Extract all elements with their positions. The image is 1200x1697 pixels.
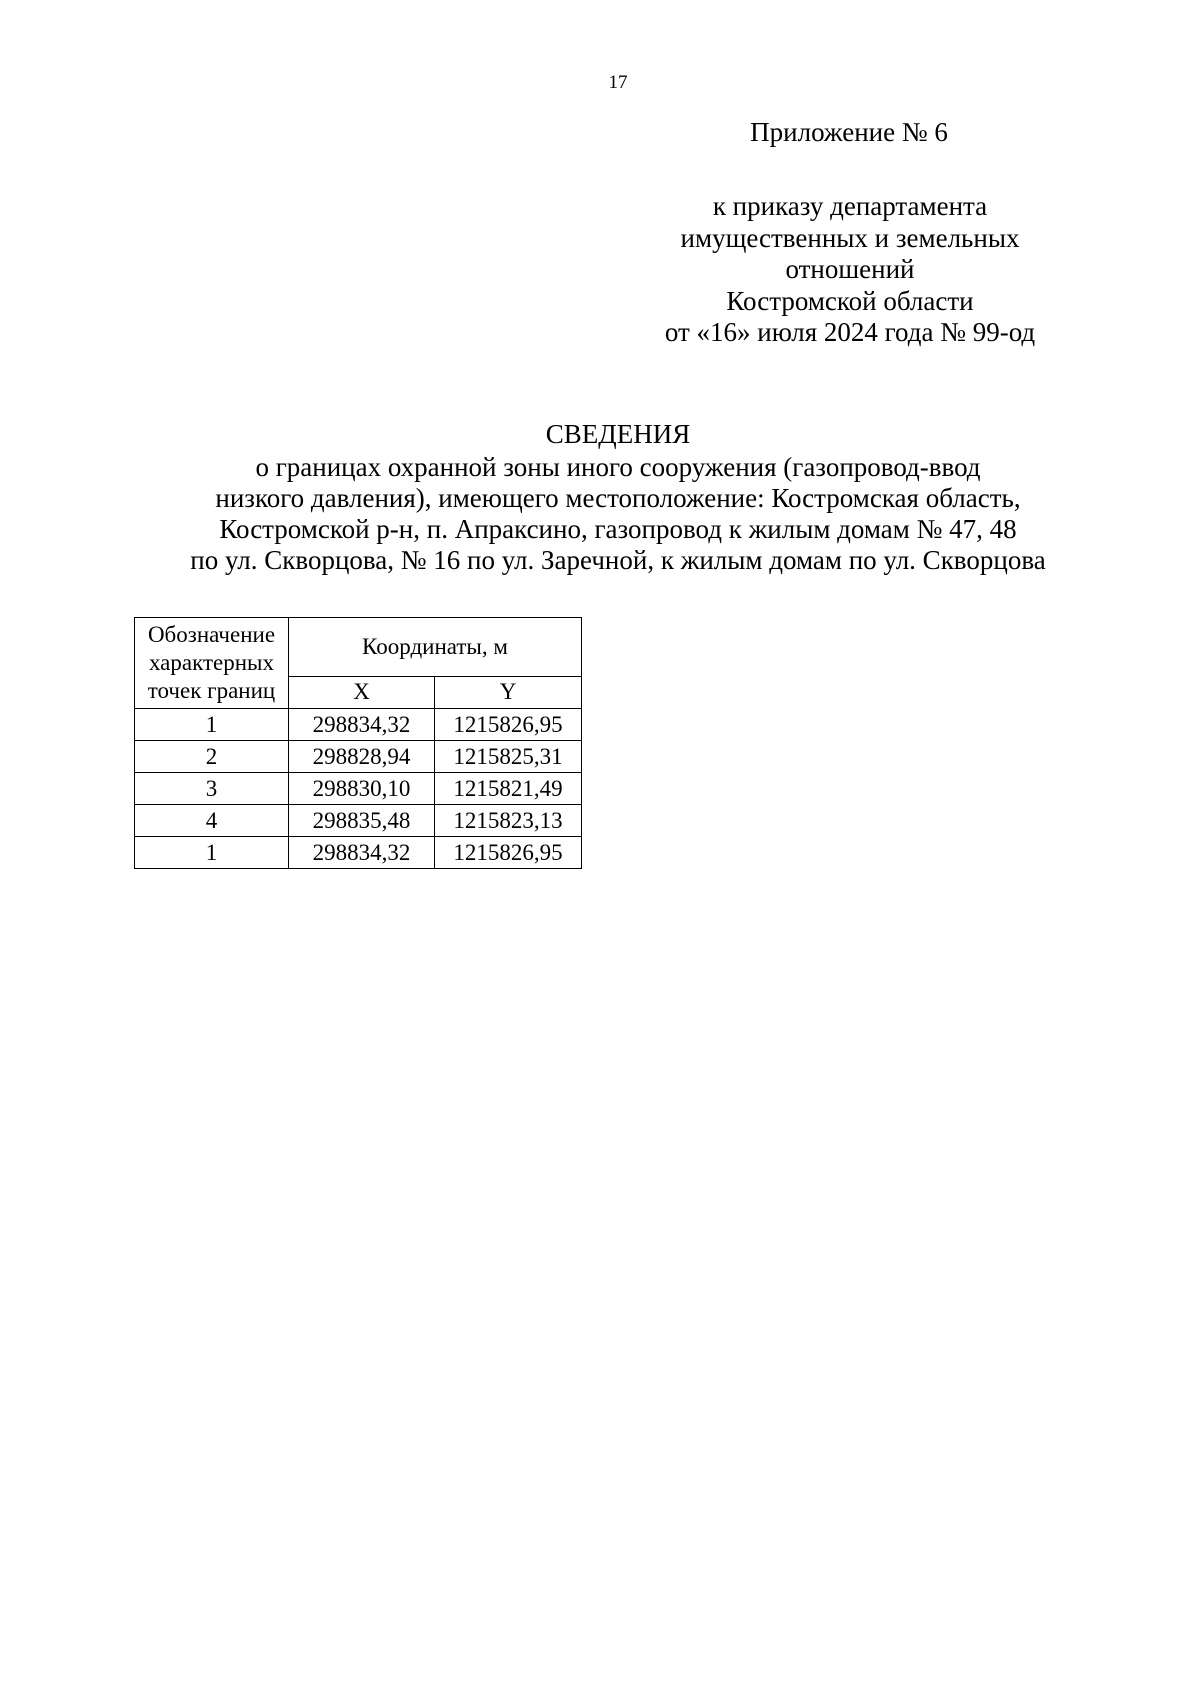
- cell-point: 1: [135, 709, 289, 741]
- subtitle-line: низкого давления), имеющего местоположение: Костромская область,: [215, 483, 1021, 513]
- header-point-line: Обозначение: [147, 622, 276, 647]
- subtitle-line: по ул. Скворцова, № 16 по ул. Заречной, к жилым домам по ул. Скворцова: [190, 545, 1046, 575]
- appendix-title: Приложение № 6: [750, 117, 948, 147]
- cell-y: 1215823,13: [435, 805, 582, 837]
- cell-y: 1215826,95: [435, 709, 582, 741]
- table-row: [135, 741, 582, 773]
- cell-x: 298830,10: [289, 773, 435, 805]
- cell-x: 298835,48: [289, 805, 435, 837]
- document-subtitle: [0, 452, 1200, 576]
- order-line: отношений: [785, 254, 915, 284]
- cell-x: 298834,32: [289, 837, 435, 869]
- table-row: [135, 709, 582, 741]
- order-line: Костромской области: [726, 285, 974, 316]
- table-row: [135, 773, 582, 805]
- order-line: к приказу департамента: [712, 191, 988, 221]
- table-row: [135, 805, 582, 837]
- cell-x: 298834,32: [289, 709, 435, 741]
- header-point-line: точек границ: [147, 678, 276, 703]
- cell-x: 298828,94: [289, 741, 435, 773]
- header-coordinates: Координаты, м: [289, 618, 582, 677]
- table-row: [135, 837, 582, 869]
- order-line: от «16» июля 2024 года № 99-од: [664, 317, 1036, 347]
- header-point-designation: [135, 618, 289, 709]
- page-number: 17: [608, 72, 628, 93]
- coordinates-table: [134, 617, 582, 869]
- order-reference: [640, 191, 1060, 349]
- cell-y: 1215825,31: [435, 741, 582, 773]
- table-header-row: [135, 618, 582, 677]
- subtitle-line: о границах охранной зоны иного сооружения (газопровод-ввод: [255, 452, 981, 482]
- cell-point: 4: [135, 805, 289, 837]
- document-heading: СВЕДЕНИЯ: [545, 419, 691, 449]
- cell-y: 1215821,49: [435, 773, 582, 805]
- cell-point: 2: [135, 741, 289, 773]
- header-x: X: [289, 676, 435, 708]
- header-point-line: характерных: [148, 650, 274, 675]
- cell-point: 1: [135, 837, 289, 869]
- order-line: имущественных и земельных: [680, 222, 1020, 253]
- subtitle-line: Костромской р-н, п. Апраксино, газопровод к жилым домам № 47, 48: [219, 514, 1017, 544]
- cell-y: 1215826,95: [435, 837, 582, 869]
- cell-point: 3: [135, 773, 289, 805]
- header-y: Y: [435, 676, 582, 708]
